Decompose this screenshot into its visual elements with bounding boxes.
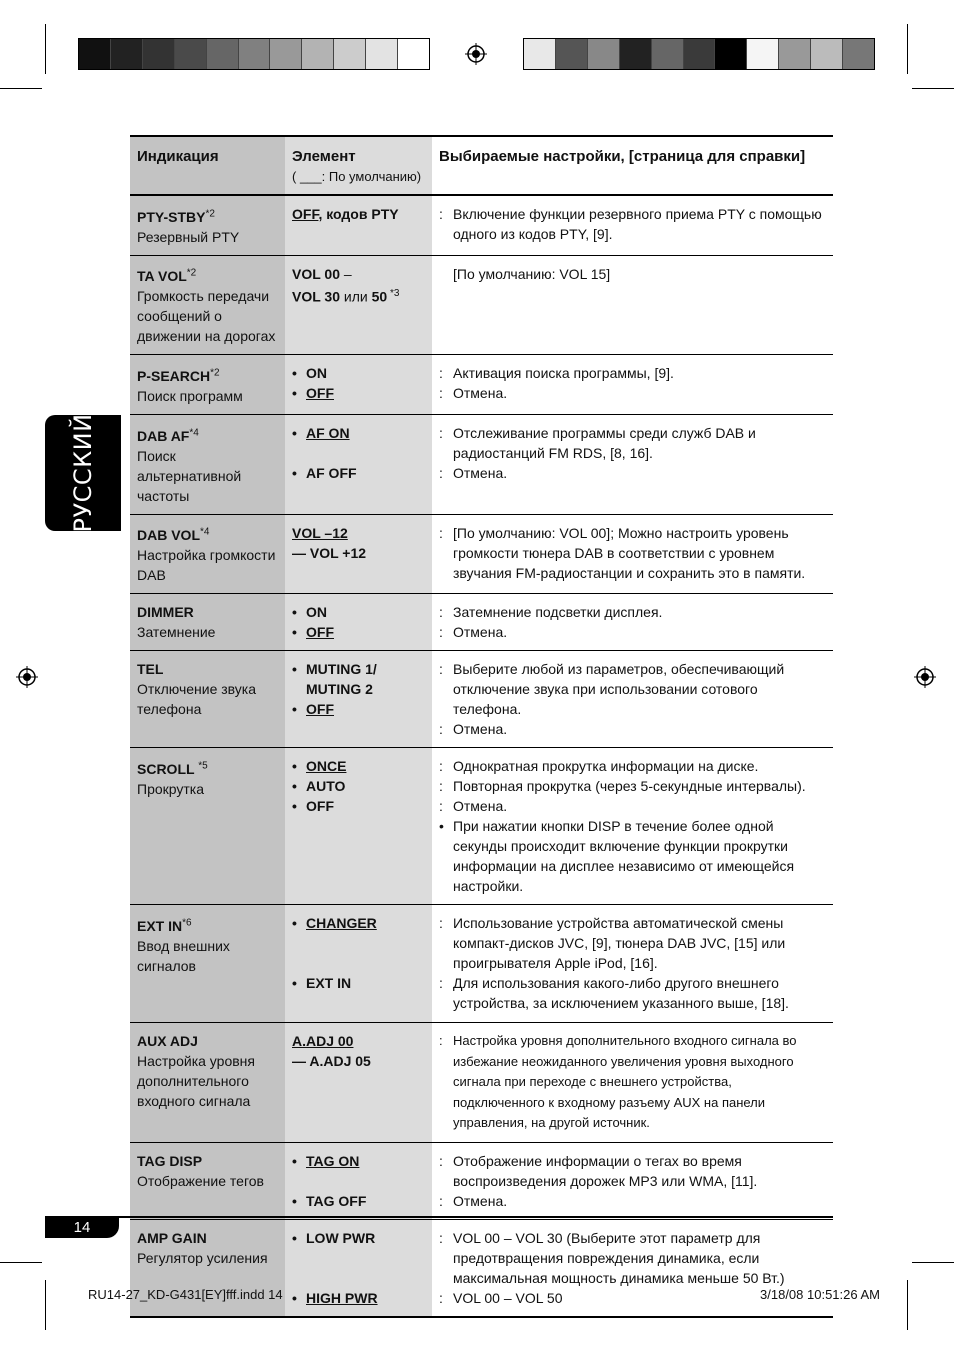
indication-name: [137, 1033, 198, 1049]
table-row: [130, 255, 833, 355]
element-cell: [285, 414, 432, 514]
setting-line: [439, 756, 827, 776]
setting-marker: :: [439, 661, 443, 678]
table-row: [130, 651, 833, 748]
bullet-icon: •: [292, 624, 297, 641]
crop-mark: [0, 1262, 42, 1263]
setting-text: [По умолчанию: VOL 00]; Можно настроить уровень громкости тюнера DAB в соответствии с уровнем звучания FM-радиостанции и сохранить это в памяти.: [453, 524, 806, 581]
indication-name-text: P-SEARCH: [137, 367, 211, 384]
setting-marker: :: [439, 1192, 443, 1209]
language-tab: [45, 415, 121, 531]
indication-name-text: DIMMER: [137, 604, 194, 621]
registration-mark-icon: [465, 43, 487, 65]
registration-mark-icon: [16, 666, 38, 688]
indication-cell: [130, 414, 285, 514]
setting-line: [439, 383, 827, 403]
option-item: [292, 659, 426, 679]
bullet-icon: •: [292, 798, 297, 815]
crop-mark: [45, 24, 46, 74]
settings-cell: [432, 195, 833, 255]
bullet-icon: •: [292, 975, 297, 992]
option-value: OFF: [292, 206, 319, 222]
option-item: — A.ADJ 05: [292, 1053, 371, 1070]
setting-marker: •: [439, 818, 444, 835]
setting-text: VOL 00 – VOL 30 (Выберите этот параметр для предотвращения повреждения динамика, если максимальная мощность динамика меньше 50 Вт.): [453, 1229, 785, 1286]
table-row: [130, 1023, 833, 1143]
setting-text: Затемнение подсветки дисплея.: [453, 604, 663, 621]
header-element-sub: ( ___: По умолчанию): [292, 169, 422, 184]
option-value: HIGH PWR: [306, 1289, 378, 1306]
indication-name: [137, 604, 194, 620]
setting-line: [439, 913, 827, 973]
settings-cell: [432, 355, 833, 415]
setting-line: [439, 264, 827, 284]
table-row: [130, 514, 833, 594]
option-suffix: , кодов PTY: [318, 206, 399, 222]
option-value: OFF: [306, 385, 334, 402]
setting-marker: :: [439, 721, 443, 738]
option-item: [292, 796, 426, 816]
setting-text: Отмена.: [453, 721, 508, 738]
indication-description: Настройка уровня дополнительного входного сигнала: [137, 1053, 255, 1110]
indication-cell: [130, 651, 285, 748]
footnote-ref: *2: [186, 267, 197, 279]
setting-marker: :: [439, 975, 443, 992]
spacer: [292, 1268, 426, 1288]
settings-cell: [432, 594, 833, 651]
option-sep: –: [340, 265, 352, 282]
bullet-icon: •: [292, 1229, 297, 1246]
page-number: 14: [45, 1218, 119, 1238]
option-item: VOL –12: [292, 524, 348, 541]
table-row: [130, 905, 833, 1023]
crop-mark: [907, 24, 908, 74]
footnote-ref: *4: [200, 526, 210, 538]
setting-text: Отмена.: [453, 798, 508, 815]
option-value: AUTO: [306, 778, 346, 795]
indication-cell: [130, 195, 285, 255]
setting-line: [439, 659, 827, 719]
bullet-icon: •: [292, 1192, 297, 1209]
indication-name: [137, 1153, 202, 1169]
setting-text: Настройка уровня дополнительного входного сигнала во избежание неожиданного увеличения уровня выходного сигнала при переходе с внешнего устройства, подключенного к входному разъему AUX на панели управления, на другой источник.: [453, 1033, 797, 1131]
setting-text: Отмена.: [453, 464, 508, 481]
bullet-icon: •: [292, 778, 297, 795]
option-value: OFF: [306, 701, 334, 718]
bullet-icon: •: [292, 758, 297, 775]
footer-timestamp: 3/18/08 10:51:26 AM: [760, 1287, 880, 1302]
setting-marker: :: [439, 624, 443, 641]
indication-description: Поиск программ: [137, 387, 243, 404]
setting-text: VOL 00 – VOL 50: [453, 1289, 563, 1306]
indication-name: [137, 918, 192, 934]
setting-marker: :: [439, 206, 443, 222]
element-cell: [285, 1023, 432, 1143]
settings-table: [130, 135, 833, 1318]
settings-cell: [432, 1219, 833, 1317]
indication-description: Резервный PTY: [137, 228, 240, 245]
option-item: [292, 679, 426, 699]
settings-cell: [432, 514, 833, 594]
indication-cell: [130, 1023, 285, 1143]
setting-line: [439, 622, 827, 642]
setting-text: Однократная прокрутка информации на диске.: [453, 758, 759, 775]
indication-name: [137, 761, 208, 777]
indication-name: [137, 368, 220, 384]
indication-name: [137, 661, 163, 677]
table-header-row: [130, 136, 833, 195]
footer-file-info: RU14-27_KD-G431[EY]fff.indd 14: [88, 1287, 283, 1302]
spacer: [292, 1171, 426, 1191]
option-item: [292, 284, 426, 307]
setting-marker: :: [439, 915, 443, 932]
indication-cell: [130, 1219, 285, 1317]
settings-cell: [432, 905, 833, 1023]
option-value: VOL 30: [292, 288, 340, 305]
option-item: [292, 1228, 426, 1248]
option-item: [292, 973, 426, 993]
setting-text: Для использования какого-либо другого внешнего устройства, за исключением указанного выше, [18].: [453, 975, 789, 1012]
option-value: MUTING 2: [306, 681, 373, 698]
option-item: A.ADJ 00: [292, 1033, 354, 1050]
indication-name-text: DAB AF: [137, 427, 190, 444]
setting-text: Отмена.: [453, 624, 508, 641]
settings-cell: [432, 414, 833, 514]
option-item: [292, 699, 426, 719]
element-cell: [285, 514, 432, 594]
setting-line: [439, 204, 827, 244]
indication-name-text: DAB VOL: [137, 527, 200, 544]
element-cell: [285, 355, 432, 415]
option-value: EXT IN: [306, 975, 352, 992]
indication-name: [137, 1230, 207, 1246]
indication-description: Громкость передачи сообщений о движении на дорогах: [137, 288, 276, 345]
crop-mark: [0, 88, 42, 89]
indication-name-text: AMP GAIN: [137, 1229, 207, 1246]
table-row: [130, 355, 833, 415]
bullet-icon: •: [292, 1152, 297, 1169]
table-row: [130, 748, 833, 905]
setting-text: Отслеживание программы среди служб DAB и радиостанций FM RDS, [8, 16].: [453, 424, 756, 461]
bullet-icon: •: [292, 424, 297, 441]
setting-marker: :: [439, 778, 443, 795]
setting-marker: [439, 264, 453, 284]
setting-marker: :: [439, 1152, 443, 1169]
footnote-ref: *2: [205, 208, 215, 219]
indication-name-text: TEL: [137, 661, 164, 678]
setting-marker: :: [439, 365, 443, 382]
header-settings: Выбираемые настройки, [страница для справки]: [432, 136, 833, 195]
indication-cell: [130, 1142, 285, 1219]
table-row: [130, 414, 833, 514]
setting-line: [439, 719, 827, 739]
option-value: 50: [371, 288, 388, 305]
header-indication: Индикация: [130, 136, 285, 195]
setting-text: Выберите любой из параметров, обеспечивающий отключение звука при использовании сотового телефона.: [453, 661, 785, 718]
setting-marker: :: [439, 464, 443, 481]
table-row: [130, 1219, 833, 1317]
indication-name: [137, 527, 209, 543]
crop-mark: [45, 1280, 46, 1330]
indication-cell: [130, 594, 285, 651]
indication-description: Отображение тегов: [137, 1172, 264, 1189]
setting-marker: :: [439, 1289, 443, 1306]
setting-line: [439, 423, 827, 463]
setting-marker: :: [439, 524, 443, 541]
option-value: TAG OFF: [306, 1192, 367, 1209]
indication-description: Прокрутка: [137, 780, 205, 797]
bullet-icon: •: [292, 661, 297, 678]
indication-description: Регулятор усиления: [137, 1249, 268, 1266]
option-sep: или: [340, 288, 372, 305]
option-item: [292, 776, 426, 796]
bullet-icon: •: [292, 604, 297, 621]
indication-name: [137, 268, 196, 284]
element-cell: [285, 255, 432, 355]
table-row: [130, 195, 833, 255]
settings-cell: [432, 255, 833, 355]
option-value: CHANGER: [306, 915, 377, 932]
footnote-ref: *2: [210, 367, 220, 379]
color-bar-left: [78, 38, 430, 70]
element-cell: [285, 651, 432, 748]
setting-line: [439, 796, 827, 816]
option-item: [292, 423, 426, 443]
setting-marker: :: [439, 798, 443, 815]
element-cell: [285, 1219, 432, 1317]
settings-cell: [432, 748, 833, 905]
option-item: [292, 463, 426, 483]
footnote-ref: *4: [189, 426, 199, 438]
indication-name-text: PTY-STBY: [137, 208, 206, 225]
option-value: OFF: [306, 798, 334, 815]
setting-marker: :: [439, 758, 443, 775]
setting-marker: :: [439, 424, 443, 441]
setting-line: [439, 523, 827, 583]
option-item: [292, 204, 426, 224]
option-value: LOW PWR: [306, 1229, 376, 1246]
indication-name-text: AUX ADJ: [137, 1033, 198, 1050]
indication-cell: [130, 255, 285, 355]
setting-line: [439, 602, 827, 622]
settings-cell: [432, 1023, 833, 1143]
crop-mark: [907, 1280, 908, 1330]
option-item: [292, 1191, 426, 1211]
table-row: [130, 594, 833, 651]
bullet-icon: •: [292, 701, 297, 718]
option-value: MUTING 1/: [306, 661, 377, 678]
setting-marker: :: [439, 1033, 443, 1049]
spacer: [292, 953, 426, 973]
indication-cell: [130, 355, 285, 415]
spacer: [292, 443, 426, 463]
option-item: [292, 383, 426, 403]
footnote-ref: *5: [198, 760, 208, 772]
setting-line: [439, 363, 827, 383]
setting-text: Активация поиска программы, [9].: [453, 365, 674, 382]
table-row: [130, 1142, 833, 1219]
indication-name-text: TAG DISP: [137, 1152, 203, 1169]
option-item: [292, 264, 426, 284]
setting-text: Повторная прокрутка (через 5-секундные интервалы).: [453, 778, 806, 795]
setting-line: [439, 1031, 827, 1134]
spacer: [292, 1248, 426, 1268]
option-item: [292, 913, 426, 933]
option-item: [292, 622, 426, 642]
indication-cell: [130, 905, 285, 1023]
spacer: [292, 933, 426, 953]
bullet-icon: •: [292, 464, 297, 481]
indication-description: Отключение звука телефона: [137, 681, 257, 718]
element-cell: [285, 1142, 432, 1219]
setting-marker: :: [439, 604, 443, 621]
option-value: ONCE: [306, 758, 347, 775]
indication-description: Поиск альтернативной частоты: [137, 447, 242, 504]
option-value: TAG ON: [306, 1152, 360, 1169]
element-cell: [285, 594, 432, 651]
bullet-icon: •: [292, 915, 297, 932]
option-item: [292, 1151, 426, 1171]
setting-marker: :: [439, 385, 443, 402]
registration-mark-icon: [914, 666, 936, 688]
option-item: [292, 756, 426, 776]
setting-marker: :: [439, 1229, 443, 1246]
option-value: VOL 00: [292, 265, 340, 282]
bullet-icon: •: [292, 385, 297, 402]
setting-text: При нажатии кнопки DISP в течение более одной секунды происходит включение функции прокрутки информации на дисплее независимо от имеющейся настройки.: [453, 818, 795, 895]
indication-cell: [130, 514, 285, 594]
settings-cell: [432, 651, 833, 748]
option-item: [292, 363, 426, 383]
option-value: AF OFF: [306, 464, 357, 481]
option-value: ON: [306, 604, 327, 621]
bullet-icon: •: [292, 365, 297, 382]
crop-mark: [912, 88, 954, 89]
indication-cell: [130, 748, 285, 905]
language-tab-label: РУССКИЙ: [69, 413, 97, 533]
option-item: [292, 1288, 426, 1308]
setting-text: Отмена.: [453, 385, 508, 402]
indication-description: Затемнение: [137, 624, 216, 641]
header-element: Элемент ( ___: По умолчанию): [285, 136, 432, 195]
settings-cell: [432, 1142, 833, 1219]
setting-line: [439, 463, 827, 483]
option-value: AF ON: [306, 424, 350, 441]
footnote-ref: *3: [387, 287, 400, 299]
bullet-icon: •: [292, 1289, 297, 1306]
option-value: OFF: [306, 624, 334, 641]
setting-line: [439, 1191, 827, 1211]
element-cell: [285, 905, 432, 1023]
indication-name-text: EXT IN: [137, 917, 183, 934]
element-cell: [285, 748, 432, 905]
option-item: [292, 602, 426, 622]
setting-text: Использование устройства автоматической смены компакт-дисков JVC, [9], тюнера DAB JVC, [15] или проигрывателя Apple iPod, [16].: [453, 915, 786, 972]
setting-line: [439, 776, 827, 796]
setting-text: Отображение информации о тегах во время воспроизведения дорожек MP3 или WMA, [11].: [453, 1152, 758, 1189]
setting-line: [439, 1151, 827, 1191]
option-value: ON: [306, 365, 327, 382]
setting-line: [439, 816, 827, 896]
footnote-ref: *6: [182, 917, 192, 929]
setting-text: [По умолчанию: VOL 15]: [453, 265, 611, 282]
setting-line: [439, 973, 827, 1013]
option-item: — VOL +12: [292, 544, 367, 561]
indication-name-text: TA VOL: [137, 268, 187, 285]
crop-mark: [912, 1262, 954, 1263]
indication-description: Ввод внешних сигналов: [137, 937, 230, 974]
indication-name-text: SCROLL: [137, 760, 199, 777]
indication-name: [137, 209, 215, 225]
bottom-rule: [45, 1216, 833, 1218]
color-bar-right: [523, 38, 875, 70]
setting-line: [439, 1228, 827, 1288]
indication-name: [137, 428, 199, 444]
indication-description: Настройка громкости DAB: [137, 547, 276, 584]
setting-text: Включение функции резервного приема PTY с помощью одного из кодов PTY, [9].: [453, 206, 822, 242]
table-body: [130, 195, 833, 1317]
element-cell: [285, 195, 432, 255]
setting-text: Отмена.: [453, 1192, 508, 1209]
